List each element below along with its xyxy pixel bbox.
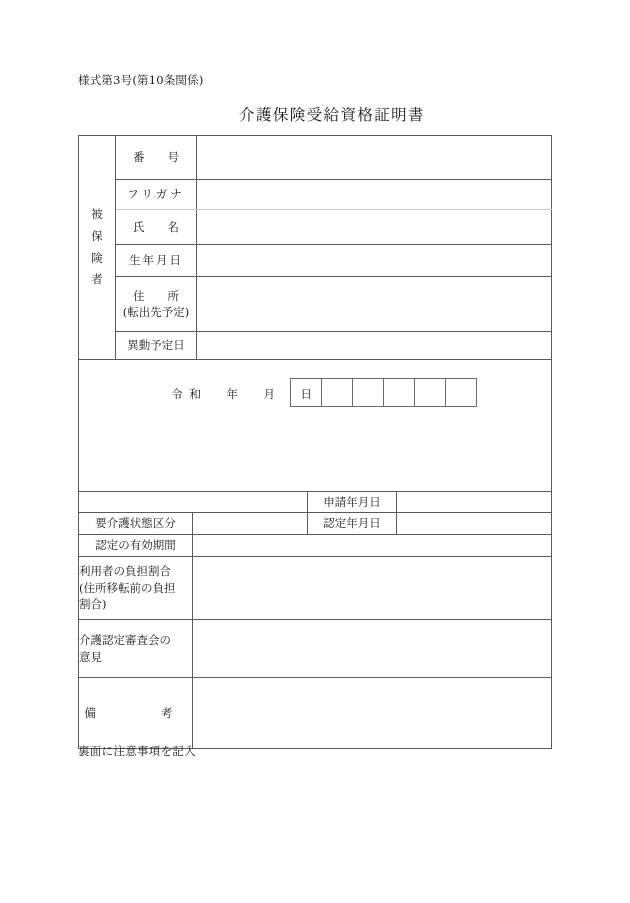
label-copay xyxy=(79,557,193,620)
date-digit-box-4[interactable] xyxy=(384,378,415,407)
vertical-char-1: 被 xyxy=(91,206,103,221)
table-row-committee-opinion xyxy=(79,620,552,678)
value-application-date[interactable] xyxy=(397,492,552,513)
label-remarks: 備 考 xyxy=(79,678,193,749)
value-care-level[interactable] xyxy=(193,513,308,535)
label-certification-date: 認定年月日 xyxy=(308,513,397,535)
label-insured-address-line2: (転出先予定) xyxy=(122,305,190,319)
document-title: 介護保険受給資格証明書 xyxy=(239,106,425,124)
label-insured-furigana: フリガナ xyxy=(116,180,197,210)
date-digit-box-2[interactable] xyxy=(322,378,353,407)
value-committee-opinion[interactable] xyxy=(193,620,552,678)
value-copay[interactable] xyxy=(193,557,552,620)
certification-table xyxy=(78,491,552,749)
table-row-move-date xyxy=(79,332,552,360)
label-committee-opinion xyxy=(79,620,193,678)
value-remarks[interactable] xyxy=(193,678,552,749)
table-row-furigana xyxy=(79,180,552,210)
label-insured-address-line1: 住 所 xyxy=(133,288,179,303)
date-block-cell xyxy=(79,360,552,500)
label-insured-address xyxy=(116,277,197,332)
table-row-application-date xyxy=(79,492,552,513)
label-insured-number: 番 号 xyxy=(116,136,197,180)
insured-person-table xyxy=(78,135,552,500)
label-insured-birthdate: 生年月日 xyxy=(116,245,197,277)
footer-note: 裏面に注意事項を記入 xyxy=(78,744,196,758)
label-copay-line3: 割合) xyxy=(79,597,107,612)
label-valid-period: 認定の有効期間 xyxy=(79,535,193,557)
value-insured-name[interactable] xyxy=(197,210,552,245)
table-row-remarks xyxy=(79,678,552,749)
table-row-birthdate xyxy=(79,245,552,277)
insured-vertical-label xyxy=(79,136,116,360)
table-row-care-level xyxy=(79,513,552,535)
label-application-date: 申請年月日 xyxy=(308,492,397,513)
vertical-char-3: 険 xyxy=(91,250,103,265)
date-digit-boxes xyxy=(290,378,477,407)
label-care-level: 要介護状態区分 xyxy=(79,513,193,535)
value-certification-date[interactable] xyxy=(397,513,552,535)
label-committee-opinion-line2: 意見 xyxy=(79,649,102,664)
date-digit-box-6[interactable] xyxy=(446,378,477,407)
table-row-number xyxy=(79,136,552,180)
value-insured-move-date[interactable] xyxy=(197,332,552,360)
value-insured-birthdate[interactable] xyxy=(197,245,552,277)
table-row-copay xyxy=(79,557,552,620)
table-row-date-block xyxy=(79,360,552,500)
value-valid-period[interactable] xyxy=(193,535,552,557)
label-insured-name: 氏 名 xyxy=(116,210,197,245)
label-copay-line1: 利用者の負担割合 xyxy=(79,563,171,578)
table-row-valid-period xyxy=(79,535,552,557)
value-insured-number[interactable] xyxy=(197,136,552,180)
table-row-address xyxy=(79,277,552,332)
label-insured-move-date: 異動予定日 xyxy=(116,332,197,360)
form-code-label: 様式第3号(第10条関係) xyxy=(78,73,204,87)
label-copay-line2: (住所移転前の負担 xyxy=(79,580,176,595)
table-row-name xyxy=(79,210,552,245)
value-insured-address[interactable] xyxy=(197,277,552,332)
vertical-char-2: 保 xyxy=(91,228,103,243)
value-insured-furigana[interactable] xyxy=(197,180,552,210)
spacer-cell-application xyxy=(79,492,308,513)
date-digit-box-5[interactable] xyxy=(415,378,446,407)
label-committee-opinion-line1: 介護認定審査会の xyxy=(79,632,171,647)
vertical-char-4: 者 xyxy=(91,272,103,287)
era-date-label: 令和 年 月 日 xyxy=(171,387,319,401)
date-digit-box-3[interactable] xyxy=(353,378,384,407)
date-digit-box-1[interactable] xyxy=(290,378,322,407)
